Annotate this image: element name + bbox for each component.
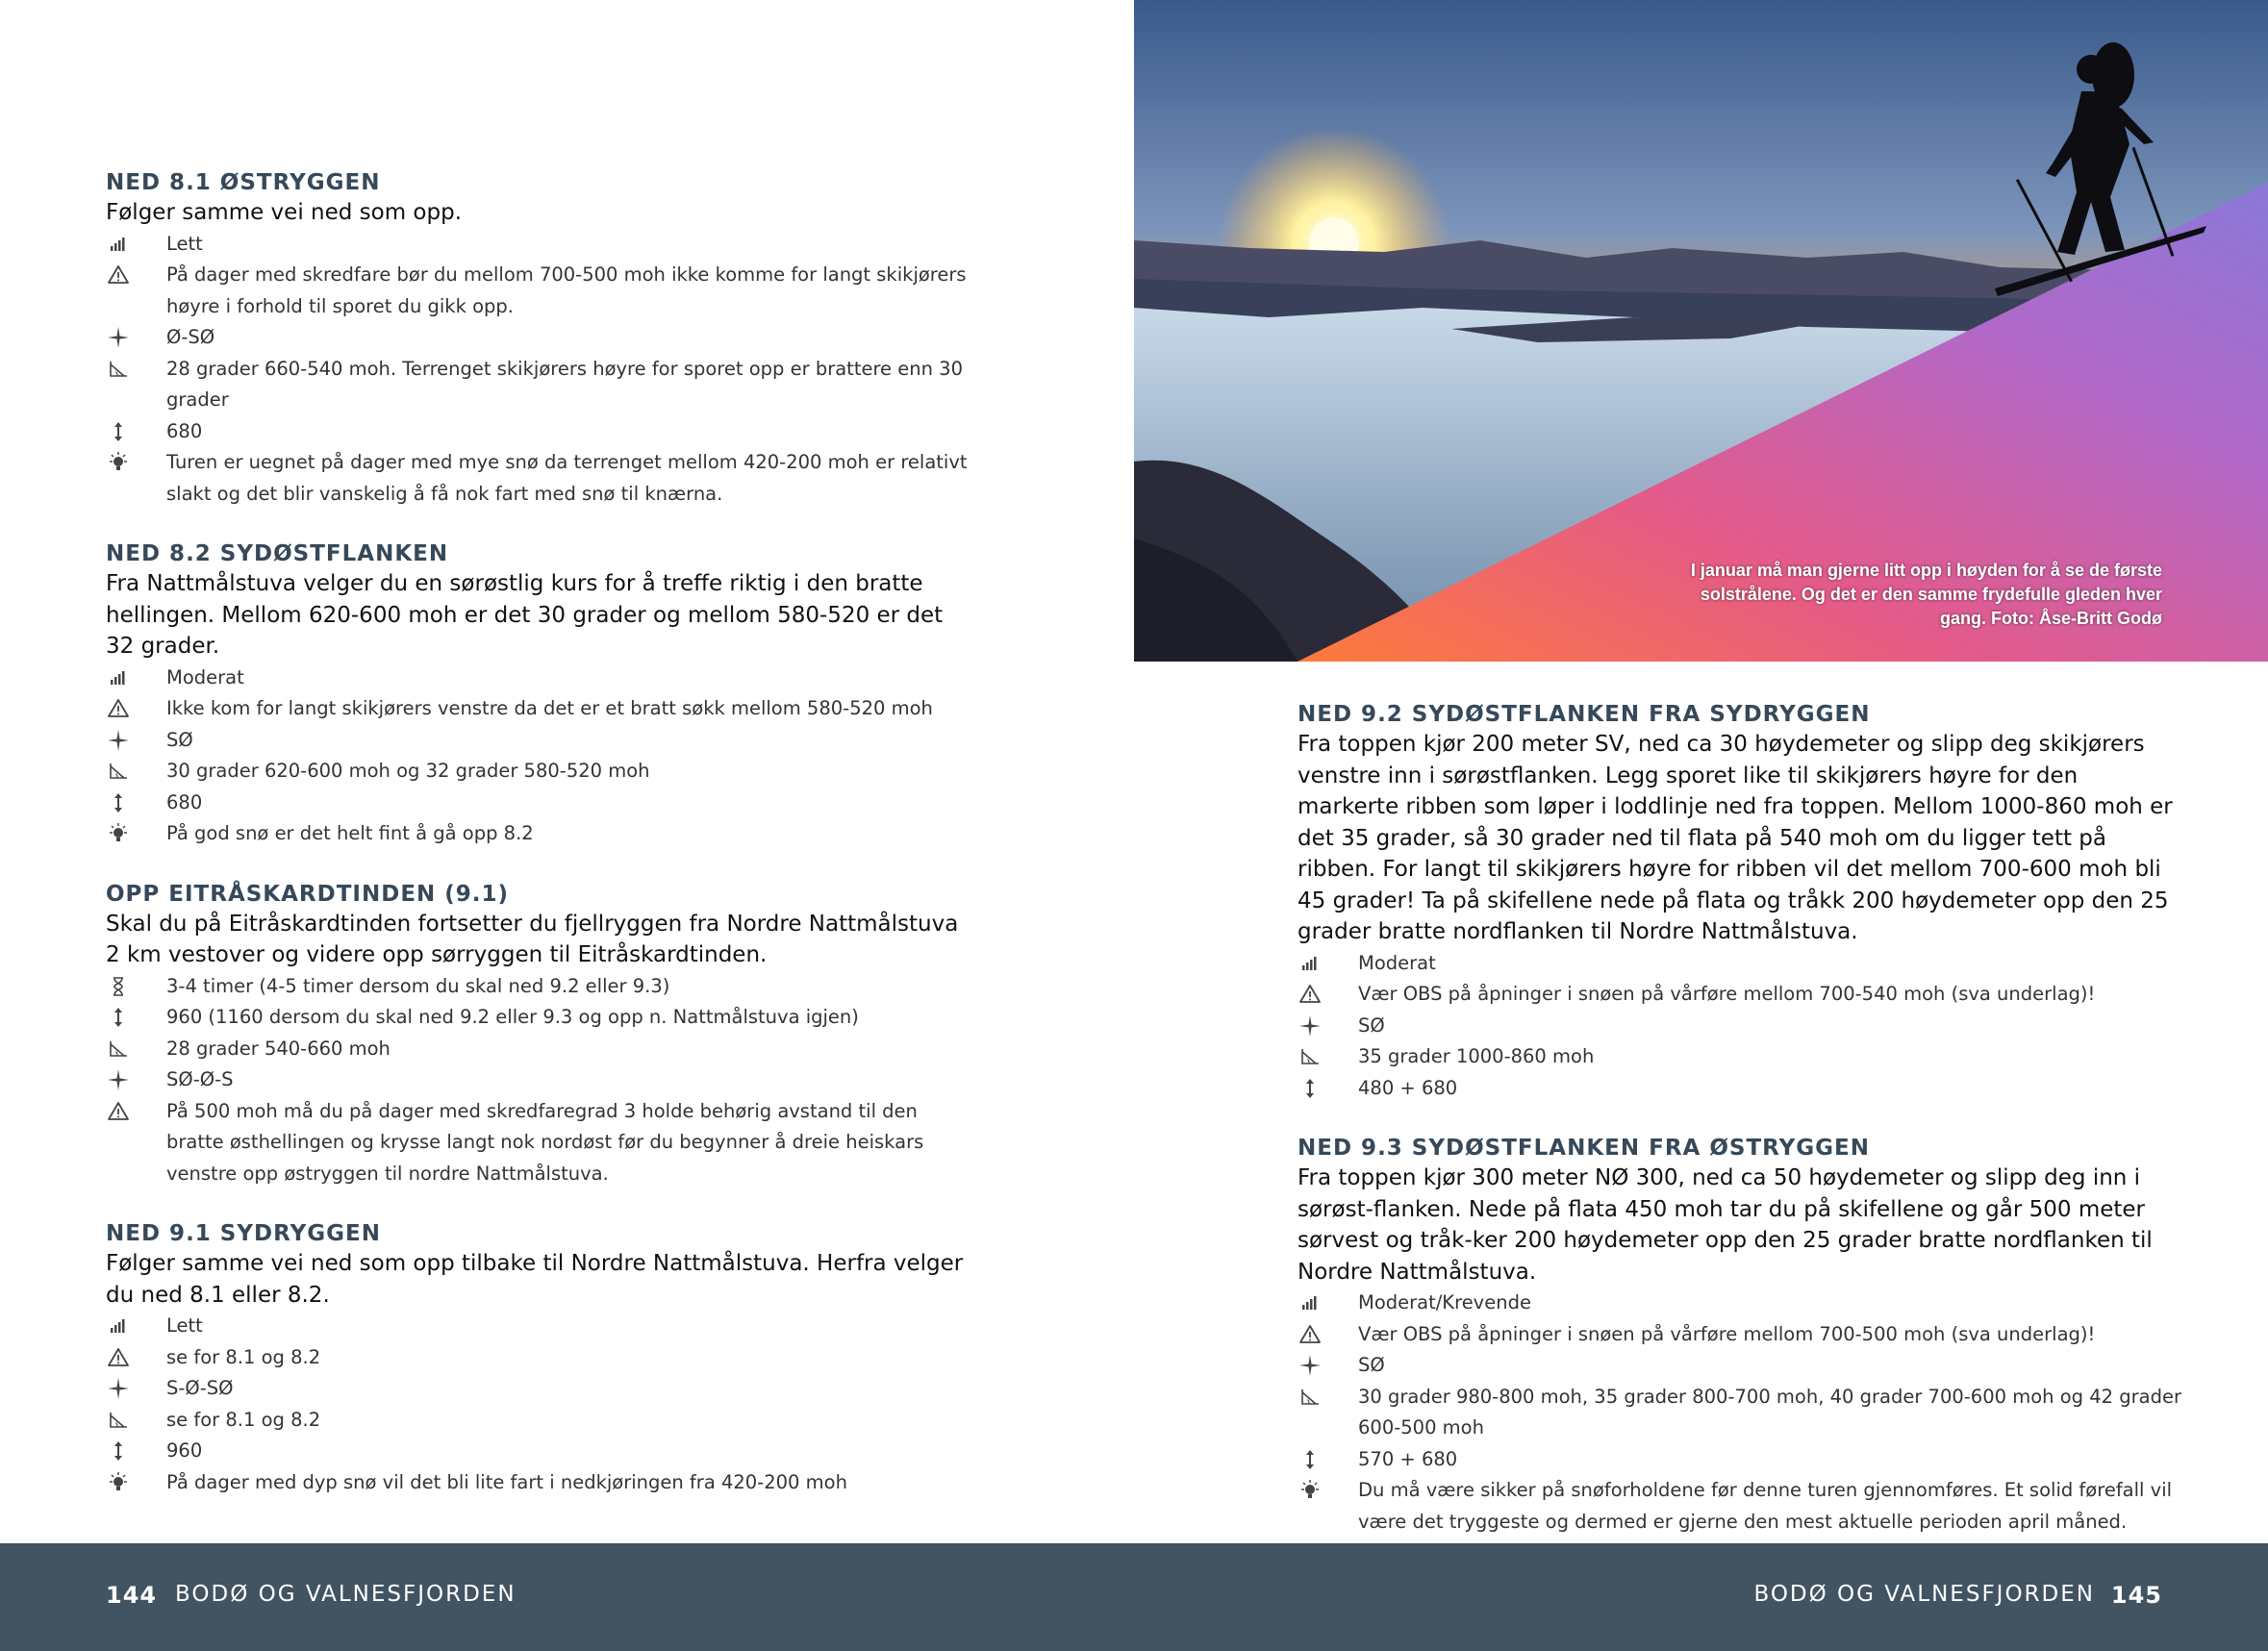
route-fact-text: 30 grader 980-800 moh, 35 grader 800-700 moh, 40 grader 700-600 moh og 42 grader 600-500 moh bbox=[1358, 1385, 2181, 1438]
route-fact-row bbox=[1298, 1382, 2182, 1444]
route-fact-row bbox=[106, 416, 971, 448]
route-fact-row bbox=[106, 1064, 971, 1096]
route-fact-text: SØ bbox=[166, 728, 193, 751]
route-fact-text: 570 + 680 bbox=[1358, 1447, 1458, 1470]
route-heading: NED 9.1 SYDRYGGEN bbox=[106, 1221, 381, 1246]
route-fact-row bbox=[1298, 1011, 2182, 1042]
elevation-icon bbox=[106, 1002, 166, 1034]
route-heading: NED 8.1 ØSTRYGGEN bbox=[106, 170, 381, 195]
route-description: Følger samme vei ned som opp. bbox=[106, 200, 463, 225]
route-fact-row bbox=[106, 818, 971, 850]
route-description: Skal du på Eitråskardtinden fortsetter du fjellryggen fra Nordre Nattmålstuva 2 km vestover og videre opp sørryggen til Eitråskardtinden. bbox=[106, 911, 959, 967]
time-icon bbox=[106, 971, 166, 1003]
slope-icon bbox=[1298, 1041, 1358, 1073]
route-heading: NED 9.2 SYDØSTFLANKEN FRA SYDRYGGEN bbox=[1298, 702, 1871, 727]
compass-icon bbox=[106, 322, 166, 354]
tip-icon bbox=[106, 1467, 166, 1499]
route-fact-row bbox=[106, 447, 971, 510]
route-description: Følger samme vei ned som opp tilbake til Nordre Nattmålstuva. Herfra velger du ned 8.1 eller 8.2. bbox=[106, 1251, 964, 1308]
skier-sunset-photo bbox=[1134, 0, 2268, 662]
route-fact-text: 480 + 680 bbox=[1358, 1076, 1458, 1099]
route-fact-text: 680 bbox=[166, 790, 203, 813]
route-fact-text: SØ bbox=[1358, 1013, 1385, 1037]
route-fact-row bbox=[106, 1311, 971, 1342]
elevation-icon bbox=[106, 416, 166, 448]
difficulty-icon bbox=[106, 229, 166, 261]
difficulty-icon bbox=[106, 1311, 166, 1342]
route-section bbox=[106, 168, 971, 510]
route-fact-text: Vær OBS på åpninger i snøen på vårføre mellom 700-500 moh (sva underlag)! bbox=[1358, 1322, 2096, 1345]
page-footer bbox=[0, 1543, 2268, 1651]
route-fact-row bbox=[106, 1405, 971, 1437]
warning-icon bbox=[106, 693, 166, 725]
route-fact-text: På god snø er det helt fint å gå opp 8.2 bbox=[166, 822, 534, 844]
route-fact-row bbox=[1298, 1444, 2182, 1476]
route-fact-text: Ø-SØ bbox=[166, 326, 215, 348]
route-facts-list bbox=[106, 663, 971, 850]
elevation-icon bbox=[1298, 1073, 1358, 1105]
photo-caption: I januar må man gjerne litt opp i høyden for å se de første solstrålene. Og det er den samme frydefulle gleden hver gang. Foto: Åse-Britt Godø bbox=[1690, 561, 2162, 628]
route-fact-text: På dager med skredfare bør du mellom 700-500 moh ikke komme for langt skikjørers høyre i forhold til sporet du gikk opp. bbox=[166, 263, 967, 317]
route-fact-text: se for 8.1 og 8.2 bbox=[166, 1345, 321, 1368]
route-section bbox=[1298, 1134, 2182, 1538]
route-fact-row bbox=[106, 725, 971, 757]
route-fact-row bbox=[106, 1436, 971, 1467]
slope-icon bbox=[1298, 1382, 1358, 1413]
route-fact-text: se for 8.1 og 8.2 bbox=[166, 1408, 321, 1431]
route-description: Fra toppen kjør 200 meter SV, ned ca 30 høydemeter og slipp deg skikjørers venstre inn i sørøstflanken. Legg sporet like til skikjørers høyre for den markerte ribben som løper i loddlinje ned fra toppen. Mellom 1000-860 moh er det 35 grader, så 30 grader ned til flata på 540 moh om du ligger tett på ribben. For langt til skikjørers høyre for ribben vil det mellom 700-600 moh bli 45 grader! Ta på skifellene nede på flata og tråkk 200 høydemeter opp den 25 grader bratte nordflanken til Nordre Nattmålstuva. bbox=[1298, 732, 2173, 944]
elevation-icon bbox=[106, 788, 166, 819]
route-fact-row bbox=[1298, 1350, 2182, 1382]
route-fact-text: Ikke kom for langt skikjørers venstre da det er et bratt søkk mellom 580-520 moh bbox=[166, 697, 933, 719]
route-fact-row bbox=[106, 354, 971, 416]
route-fact-text: Lett bbox=[166, 232, 203, 255]
route-section bbox=[106, 1219, 971, 1498]
route-fact-text: SØ-Ø-S bbox=[166, 1068, 234, 1090]
route-section bbox=[106, 539, 971, 850]
route-facts-list bbox=[106, 229, 971, 511]
route-fact-text: 28 grader 540-660 moh bbox=[166, 1037, 391, 1060]
route-fact-row bbox=[1298, 1041, 2182, 1073]
compass-icon bbox=[106, 1064, 166, 1096]
slope-icon bbox=[106, 1405, 166, 1437]
left-page-number: 144 bbox=[106, 1582, 158, 1609]
route-heading: NED 9.3 SYDØSTFLANKEN FRA ØSTRYGGEN bbox=[1298, 1136, 1870, 1161]
right-page-column bbox=[1298, 700, 2182, 1567]
tip-icon bbox=[106, 447, 166, 479]
warning-icon bbox=[1298, 1319, 1358, 1351]
route-fact-row bbox=[1298, 1319, 2182, 1351]
warning-icon bbox=[106, 260, 166, 291]
route-facts-list bbox=[106, 971, 971, 1190]
route-fact-row bbox=[1298, 1288, 2182, 1319]
route-section bbox=[106, 880, 971, 1190]
route-fact-row bbox=[106, 1034, 971, 1065]
route-fact-row bbox=[1298, 948, 2182, 980]
route-fact-text: 3-4 timer (4-5 timer dersom du skal ned 9.2 eller 9.3) bbox=[166, 974, 670, 997]
route-fact-row bbox=[106, 1342, 971, 1374]
route-fact-text: Moderat/Krevende bbox=[1358, 1291, 1531, 1313]
route-fact-text: 960 bbox=[166, 1439, 203, 1462]
right-page-number: 145 bbox=[2110, 1582, 2162, 1609]
route-description: Fra Nattmålstuva velger du en sørøstlig kurs for å treffe riktig i den bratte hellingen. Mellom 620-600 moh er det 30 grader og mellom 580-520 er det 32 grader. bbox=[106, 571, 944, 659]
difficulty-icon bbox=[1298, 948, 1358, 980]
warning-icon bbox=[106, 1342, 166, 1374]
route-fact-text: Lett bbox=[166, 1314, 203, 1337]
route-fact-text: Vær OBS på åpninger i snøen på vårføre mellom 700-540 moh (sva underlag)! bbox=[1358, 983, 2096, 1005]
route-fact-row bbox=[106, 971, 971, 1003]
route-fact-row bbox=[106, 1096, 971, 1190]
tip-icon bbox=[1298, 1475, 1358, 1507]
slope-icon bbox=[106, 756, 166, 788]
route-fact-row bbox=[1298, 1073, 2182, 1105]
route-fact-text: På dager med dyp snø vil det bli lite fart i nedkjøringen fra 420-200 moh bbox=[166, 1470, 847, 1493]
route-fact-text: 35 grader 1000-860 moh bbox=[1358, 1045, 1595, 1067]
tip-icon bbox=[106, 818, 166, 850]
route-fact-row bbox=[1298, 979, 2182, 1011]
route-fact-text: S-Ø-SØ bbox=[166, 1377, 234, 1399]
elevation-icon bbox=[106, 1436, 166, 1467]
route-fact-text: 960 (1160 dersom du skal ned 9.2 eller 9.3 og opp n. Nattmålstuva igjen) bbox=[166, 1006, 859, 1028]
route-facts-list bbox=[1298, 1288, 2182, 1538]
route-fact-text: Du må være sikker på snøforholdene før denne turen gjennomføres. Et solid førefall vil være det tryggeste og dermed er gjerne den mest aktuelle perioden april måned. bbox=[1358, 1479, 2173, 1533]
elevation-icon bbox=[1298, 1444, 1358, 1476]
route-facts-list bbox=[106, 1311, 971, 1498]
compass-icon bbox=[1298, 1350, 1358, 1382]
warning-icon bbox=[106, 1096, 166, 1128]
route-fact-row bbox=[106, 756, 971, 788]
route-fact-text: 28 grader 660-540 moh. Terrenget skikjørers høyre for sporet opp er brattere enn 30 grader bbox=[166, 357, 963, 411]
right-running-title: BODØ OG VALNESFJORDEN bbox=[1753, 1582, 2095, 1607]
route-fact-row bbox=[106, 693, 971, 725]
route-heading: OPP EITRÅSKARDTINDEN (9.1) bbox=[106, 881, 510, 907]
route-fact-text: 30 grader 620-600 moh og 32 grader 580-520 moh bbox=[166, 760, 650, 782]
route-fact-row bbox=[106, 229, 971, 261]
route-fact-text: Moderat bbox=[166, 665, 244, 688]
compass-icon bbox=[106, 725, 166, 757]
difficulty-icon bbox=[1298, 1288, 1358, 1319]
route-section bbox=[1298, 700, 2182, 1104]
difficulty-icon bbox=[106, 663, 166, 694]
compass-icon bbox=[106, 1373, 166, 1405]
slope-icon bbox=[106, 354, 166, 386]
route-fact-text: På 500 moh må du på dager med skredfaregrad 3 holde behørig avstand til den bratte østhellingen og krysse langt nok nordøst før du begynner å dreie heiskars venstre opp østryggen til nordre Nattmålstuva. bbox=[166, 1099, 924, 1185]
route-fact-row bbox=[106, 1002, 971, 1034]
route-heading: NED 8.2 SYDØSTFLANKEN bbox=[106, 541, 449, 566]
route-fact-row bbox=[1298, 1475, 2182, 1538]
route-description: Fra toppen kjør 300 meter NØ 300, ned ca 50 høydemeter og slipp deg inn i sørøst-flanken. Nede på flata 450 moh tar du på skifellene og går 500 meter sørvest og tråk-ker 200 høydemeter opp den 25 grader bratte nordflanken til Nordre Nattmålstuva. bbox=[1298, 1165, 2153, 1285]
route-fact-row bbox=[106, 1373, 971, 1405]
route-fact-row bbox=[106, 1467, 971, 1499]
left-page-column bbox=[106, 168, 971, 1528]
route-fact-row bbox=[106, 260, 971, 322]
route-facts-list bbox=[1298, 948, 2182, 1105]
warning-icon bbox=[1298, 979, 1358, 1011]
route-fact-row bbox=[106, 788, 971, 819]
route-fact-text: 680 bbox=[166, 419, 203, 442]
route-fact-text: Turen er uegnet på dager med mye snø da terrenget mellom 420-200 moh er relativt slakt og det blir vanskelig å få nok fart med snø til knærna. bbox=[166, 451, 968, 505]
compass-icon bbox=[1298, 1011, 1358, 1042]
route-fact-text: SØ bbox=[1358, 1354, 1385, 1376]
slope-icon bbox=[106, 1034, 166, 1065]
route-fact-row bbox=[106, 663, 971, 694]
route-fact-text: Moderat bbox=[1358, 951, 1436, 974]
route-fact-row bbox=[106, 322, 971, 354]
left-running-title: BODØ OG VALNESFJORDEN bbox=[175, 1582, 517, 1607]
